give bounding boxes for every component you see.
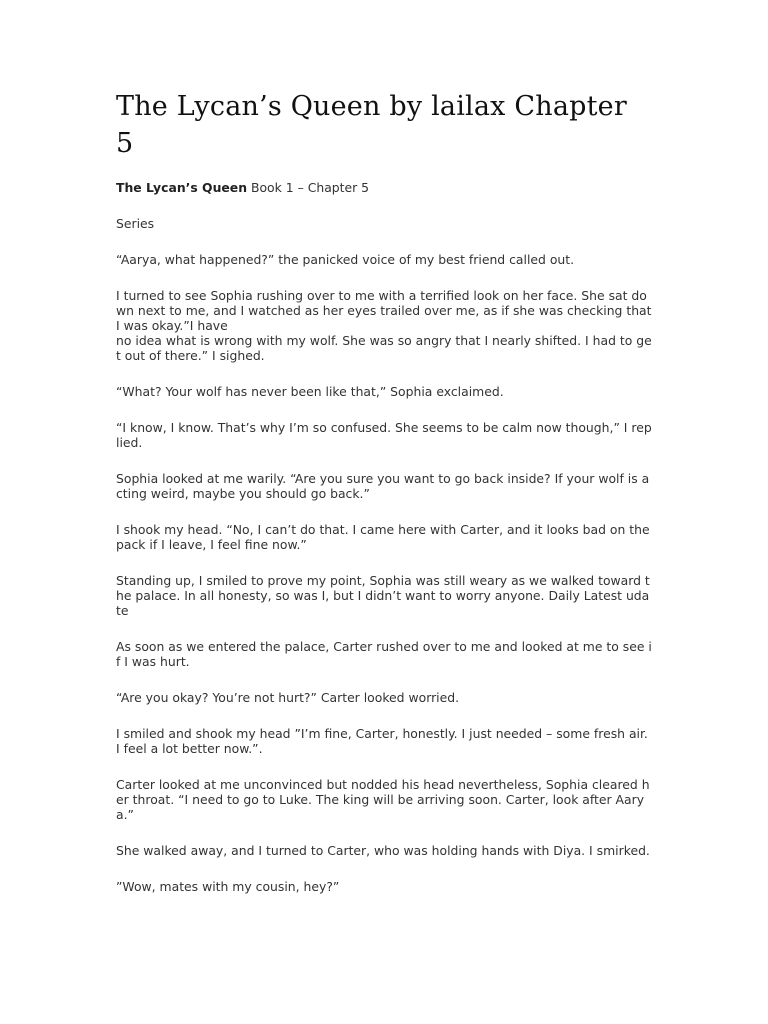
paragraph: I smiled and shook my head ”I’m fine, Carter, honestly. I just needed – some fresh air. I feel a lot better now.”. [116, 726, 648, 756]
paragraph: “Are you okay? You’re not hurt?” Carter looked worried. [116, 690, 460, 705]
document-page [116, 88, 652, 915]
book-subtitle [116, 180, 652, 195]
paragraph: I shook my head. “No, I can’t do that. I came here with Carter, and it looks bad on the pack if I leave, I feel fine now.” [116, 522, 650, 552]
paragraph: As soon as we entered the palace, Carter rushed over to me and looked at me to see if I was hurt. [116, 639, 652, 669]
paragraph: I turned to see Sophia rushing over to me with a terrified look on her face. She sat down next to me, and I watched as her eyes trailed over me, as if she was checking that I was okay.”I have [116, 288, 652, 333]
book-name: The Lycan’s Queen [116, 180, 248, 195]
paragraph: “What? Your wolf has never been like that,” Sophia exclaimed. [116, 384, 504, 399]
paragraph: “I know, I know. That’s why I’m so confused. She seems to be calm now though,” I replied. [116, 420, 652, 450]
chapter-title: The Lycan’s Queen by lailax Chapter 5 [116, 91, 627, 159]
paragraph: She walked away, and I turned to Carter, who was holding hands with Diya. I smirked. [116, 843, 650, 858]
paragraph: Standing up, I smiled to prove my point, Sophia was still weary as we walked toward the palace. In all honesty, so was I, but I didn’t want to worry anyone. Daily Latest udate [116, 573, 650, 618]
paragraph: “Aarya, what happened?” the panicked voice of my best friend called out. [116, 252, 575, 267]
paragraph: Sophia looked at me warily. “Are you sure you want to go back inside? If your wolf is acting weird, maybe you should go back.” [116, 471, 650, 501]
paragraph: Carter looked at me unconvinced but nodded his head nevertheless, Sophia cleared her throat. “I need to go to Luke. The king will be arriving soon. Carter, look after Aarya.” [116, 777, 650, 822]
book-chapter-info: Book 1 – Chapter 5 [247, 180, 370, 195]
paragraph: ”Wow, mates with my cousin, hey?” [116, 879, 340, 894]
paragraph-series: Series [116, 216, 155, 231]
paragraph: no idea what is wrong with my wolf. She was so angry that I nearly shifted. I had to get out of there.” I sighed. [116, 333, 652, 363]
